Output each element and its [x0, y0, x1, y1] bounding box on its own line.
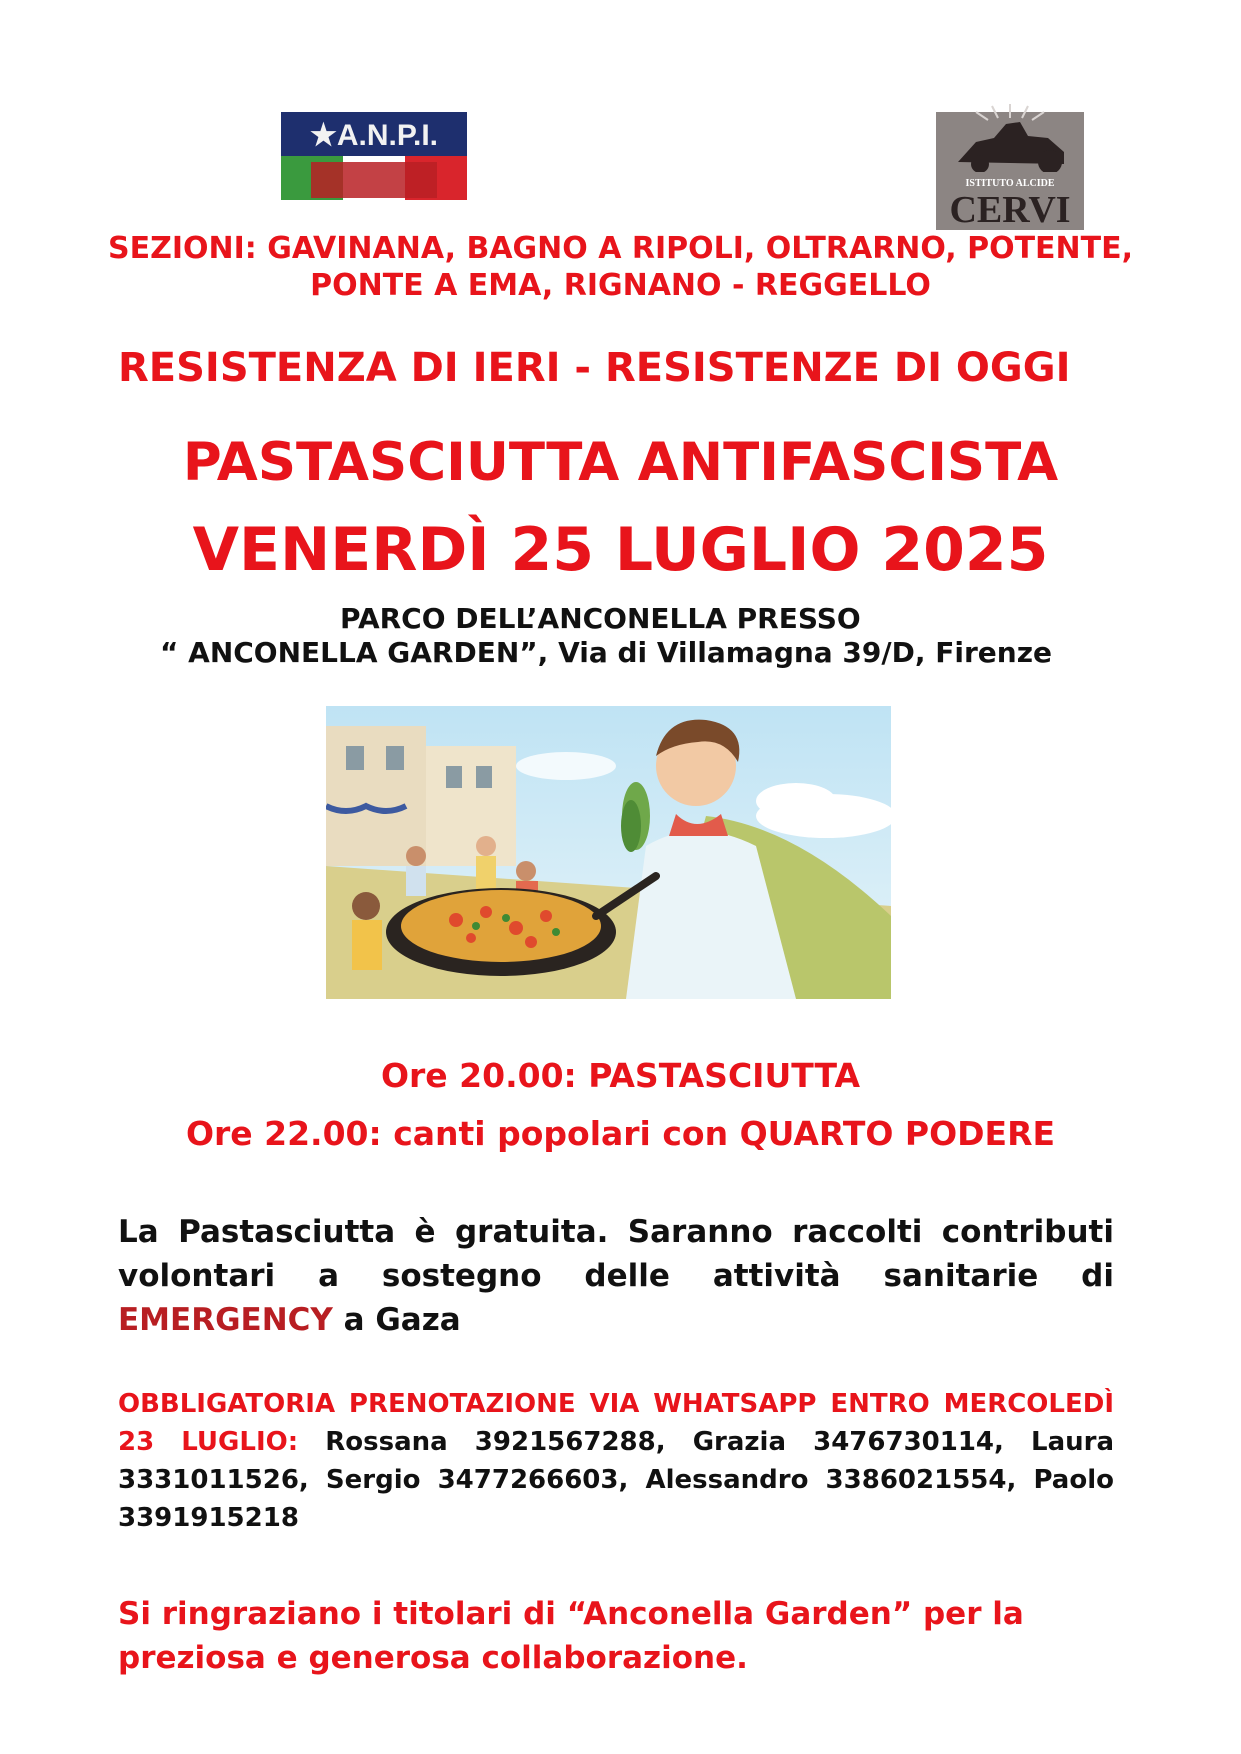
info-text-end: a Gaza — [332, 1302, 461, 1338]
schedule-item-1: Ore 20.00: PASTASCIUTTA — [380, 1056, 861, 1095]
event-title: PASTASCIUTTA ANTIFASCISTA — [182, 432, 1059, 493]
emergency-name: EMERGENCY — [118, 1302, 333, 1338]
subtitle: RESISTENZA DI IERI - RESISTENZE DI OGGI — [118, 345, 1071, 391]
anpi-logo-text: ★A.N.P.I. — [309, 119, 439, 152]
info-text: La Pastasciutta è gratuita. Saranno raccolti contributi volontari a sostegno delle attività sanitarie di — [118, 1214, 1114, 1294]
schedule-item-2 — [60, 1114, 1181, 1154]
event-date: VENERDÌ 25 LUGLIO 2025 — [192, 515, 1049, 585]
schedule-item-2-text: Ore 22.00: canti popolari con — [185, 1114, 740, 1153]
venue-line-2: “ ANCONELLA GARDEN”, Via di Villamagna 39/D, Firenze — [160, 636, 1052, 669]
info-paragraph — [118, 1210, 1114, 1342]
booking-contacts: Rossana 3921567288, Grazia 3476730114, Laura 3331011526, Sergio 3477266603, Alessandro 3386021554, Paolo 3391915218 — [118, 1427, 1115, 1533]
booking-paragraph — [118, 1385, 1114, 1537]
venue-line-1: PARCO DELL’ANCONELLA PRESSO — [340, 602, 861, 635]
booking-label: OBBLIGATORIA PRENOTAZIONE VIA WHATSAPP ENTRO MERCOLEDÌ 23 LUGLIO: — [118, 1389, 1114, 1457]
anpi-logo — [281, 112, 467, 200]
schedule-band-name: QUARTO PODERE — [739, 1114, 1056, 1153]
cervi-logo — [936, 104, 1084, 230]
cervi-logo-caption: ISTITUTO ALCIDE — [965, 178, 1055, 189]
sections-list: SEZIONI: GAVINANA, BAGNO A RIPOLI, OLTRARNO, POTENTE, PONTE A EMA, RIGNANO - REGGELLO — [108, 231, 1133, 303]
pasta-illustration — [326, 706, 891, 999]
cervi-logo-letters: CERVI — [949, 189, 1071, 230]
thanks-paragraph: Si ringraziano i titolari di “Anconella Garden” per la preziosa e generosa collaborazione. — [118, 1596, 1024, 1676]
